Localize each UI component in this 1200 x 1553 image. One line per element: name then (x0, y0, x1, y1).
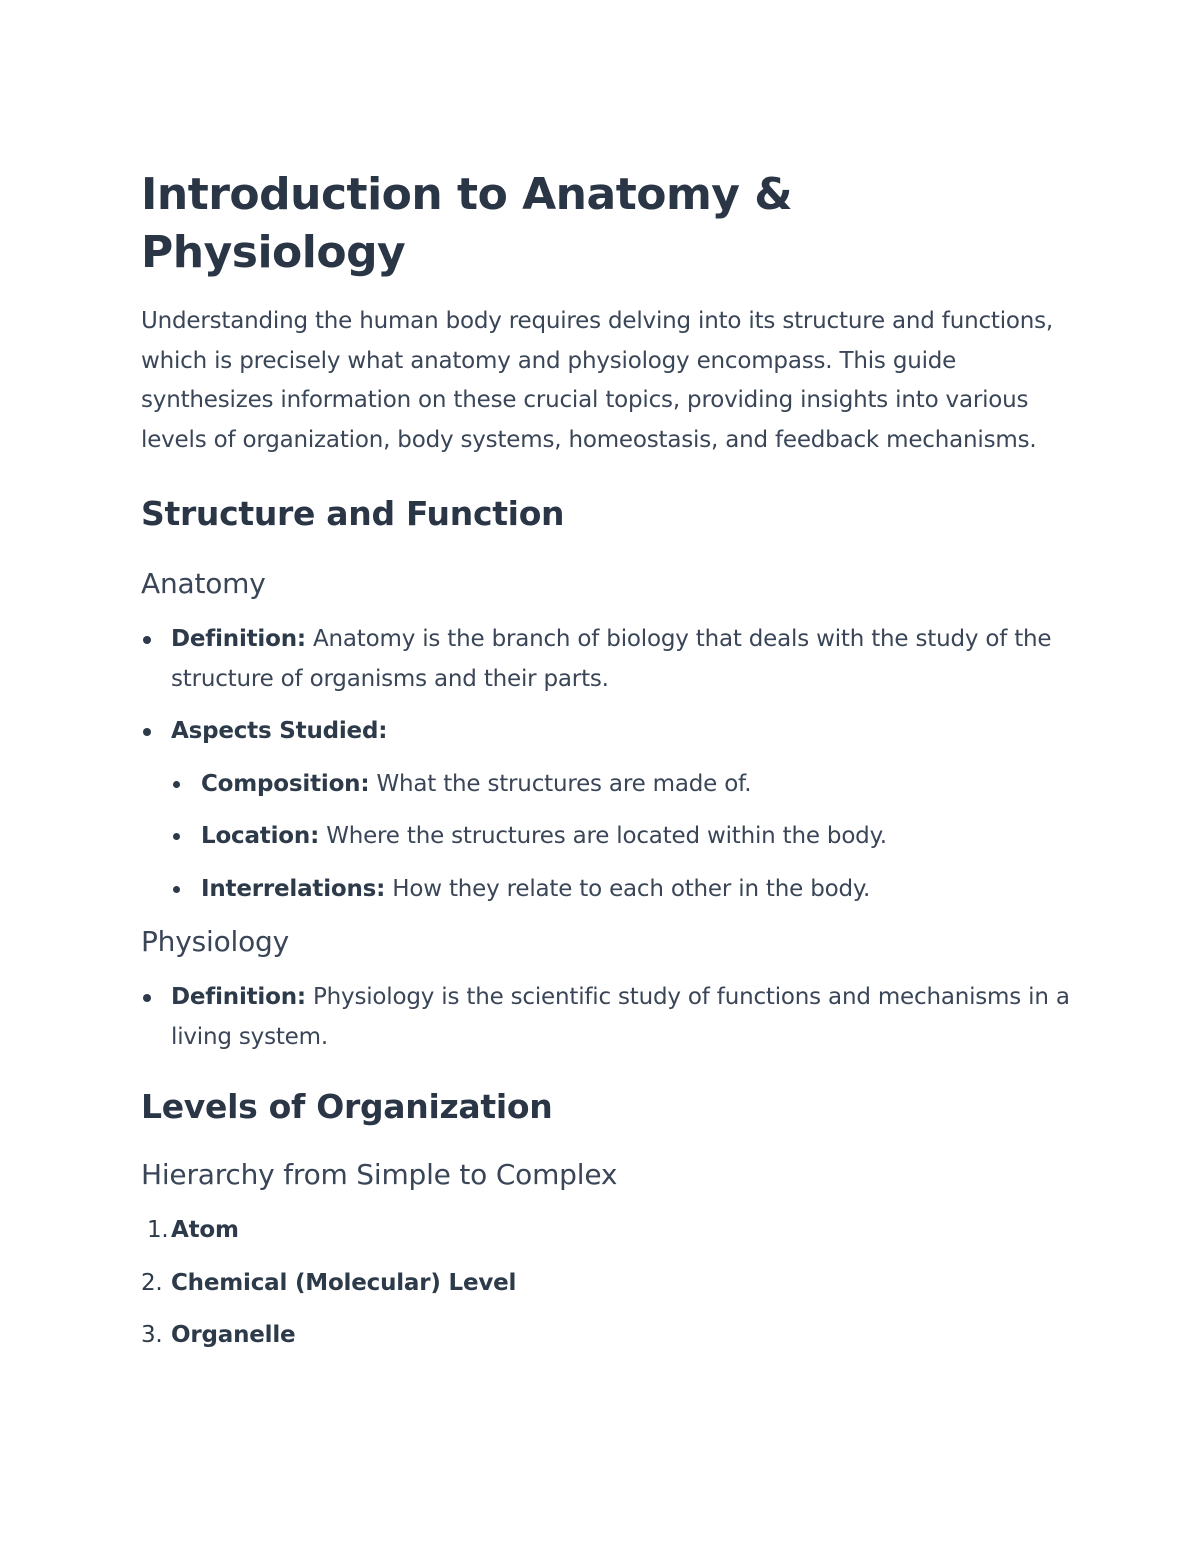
level-label: Atom (171, 1217, 239, 1243)
term-text: What the structures are made of. (369, 770, 752, 797)
document-title: Introduction to Anatomy & Physiology (141, 169, 793, 278)
bullet-icon (173, 781, 180, 788)
bullet-icon (143, 994, 151, 1002)
physiology-list (141, 978, 1071, 1057)
list-item-composition (171, 765, 1071, 805)
list-number: 1. (147, 1217, 169, 1243)
term-label: Interrelations: (201, 875, 386, 902)
anatomy-list (141, 620, 1071, 909)
bullet-icon (173, 886, 180, 893)
list-item-organelle (141, 1316, 1071, 1356)
term-text: Physiology is the scientific study of functions and mechanisms in a living system. (171, 984, 1070, 1050)
subheading-anatomy: Anatomy (141, 567, 266, 600)
term-label: Composition: (201, 770, 370, 797)
list-item-interrelations (171, 870, 1071, 910)
document-page (141, 166, 1071, 1369)
bullet-icon (143, 636, 151, 644)
term-label: Location: (201, 823, 320, 849)
bullet-icon (143, 728, 151, 736)
list-item-location (171, 817, 1071, 857)
subheading-physiology: Physiology (141, 925, 289, 958)
level-label: Chemical (Molecular) Level (171, 1269, 517, 1296)
list-number: 3. (141, 1322, 163, 1348)
list-item-aspects-studied (141, 712, 1071, 909)
aspects-sublist (171, 765, 1071, 910)
list-item-anatomy-definition (141, 620, 1071, 699)
section-heading-structure-function: Structure and Function (141, 494, 565, 533)
term-text: Where the structures are located within the body. (319, 823, 887, 849)
term-text: How they relate to each other in the body. (385, 875, 871, 902)
intro-paragraph: Understanding the human body requires delving into its structure and functions, which is precisely what anatomy and physiology encompass. This guide synthesizes information on these crucial topics, providing insights into various levels of organization, body systems, homeostasis, and feedback mechanisms. (141, 308, 1054, 453)
term-label: Aspects Studied: (171, 718, 388, 744)
bullet-icon (173, 833, 180, 840)
list-number: 2. (141, 1269, 163, 1296)
subheading-hierarchy: Hierarchy from Simple to Complex (141, 1158, 618, 1191)
term-text: Anatomy is the branch of biology that deals with the study of the structure of organisms and their parts. (171, 626, 1052, 692)
list-item-physiology-definition (141, 978, 1071, 1057)
term-label: Definition: (171, 626, 306, 652)
section-heading-levels-of-organization: Levels of Organization (141, 1087, 553, 1126)
term-label: Definition: (171, 984, 306, 1010)
list-item-atom (141, 1211, 1071, 1251)
levels-ordered-list (141, 1211, 1071, 1356)
level-label: Organelle (171, 1322, 296, 1348)
list-item-chemical-level (141, 1264, 1071, 1304)
